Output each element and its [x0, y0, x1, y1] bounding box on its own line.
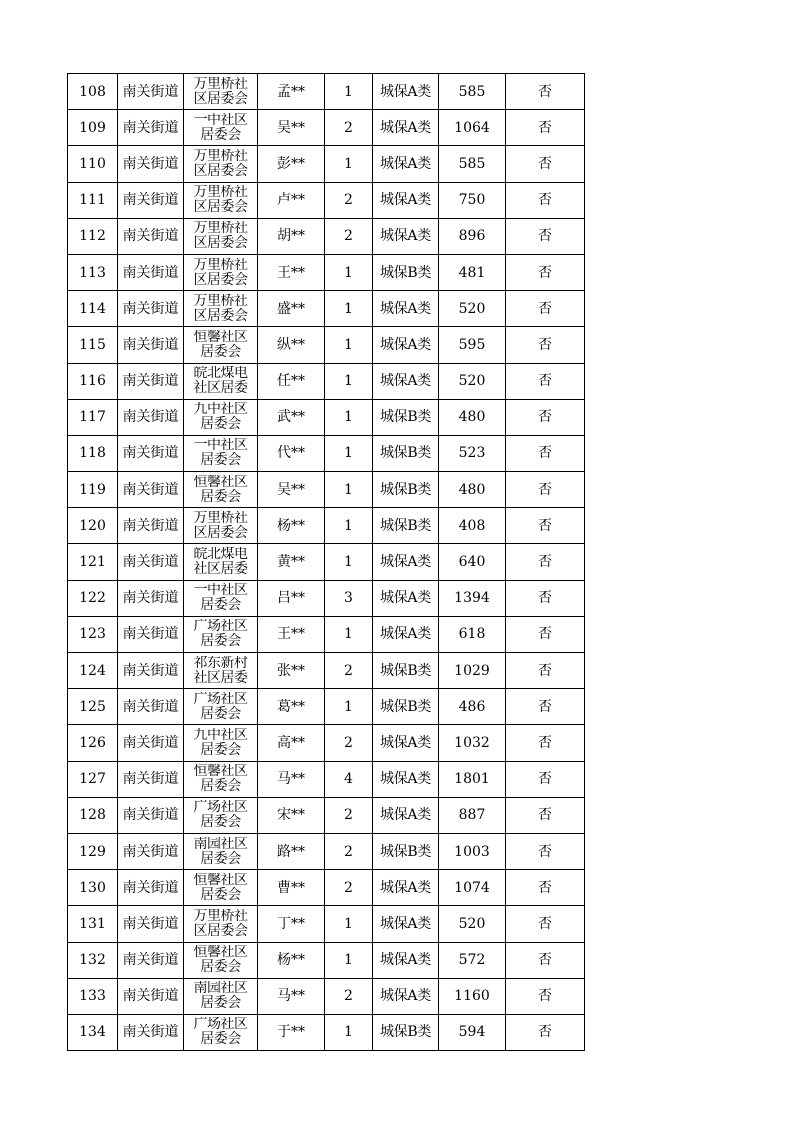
- flag-cell: 否: [506, 363, 585, 399]
- table-row: [68, 978, 585, 1014]
- amount-cell: 618: [439, 616, 506, 652]
- community-cell: [184, 435, 258, 471]
- name-cell: 于**: [258, 1014, 325, 1050]
- table-row: [68, 472, 585, 508]
- table-row: [68, 833, 585, 869]
- street-cell: 南关街道: [118, 435, 184, 471]
- name-cell: 任**: [258, 363, 325, 399]
- table-row: [68, 761, 585, 797]
- flag-cell: 否: [506, 74, 585, 110]
- row-id-cell: 129: [68, 833, 118, 869]
- row-id-cell: 112: [68, 218, 118, 254]
- household-count-cell: 1: [325, 1014, 373, 1050]
- household-count-cell: 1: [325, 472, 373, 508]
- community-cell: [184, 580, 258, 616]
- household-count-cell: 3: [325, 580, 373, 616]
- community-label: 恒馨社区居委会: [193, 329, 248, 360]
- row-id-cell: 132: [68, 942, 118, 978]
- name-cell: 马**: [258, 761, 325, 797]
- flag-cell: 否: [506, 218, 585, 254]
- street-cell: 南关街道: [118, 616, 184, 652]
- community-cell: [184, 146, 258, 182]
- amount-cell: 585: [439, 146, 506, 182]
- table-row: [68, 363, 585, 399]
- community-label: 万里桥社区居委会: [193, 257, 248, 288]
- community-label: 万里桥社区居委会: [193, 293, 248, 324]
- flag-cell: 否: [506, 146, 585, 182]
- category-cell: 城保B类: [373, 508, 439, 544]
- row-id-cell: 125: [68, 689, 118, 725]
- table-row: [68, 544, 585, 580]
- amount-cell: 481: [439, 254, 506, 290]
- household-count-cell: 2: [325, 978, 373, 1014]
- category-cell: 城保A类: [373, 797, 439, 833]
- category-cell: 城保A类: [373, 978, 439, 1014]
- flag-cell: 否: [506, 942, 585, 978]
- community-label: 一中社区居委会: [193, 112, 248, 143]
- street-cell: 南关街道: [118, 182, 184, 218]
- amount-cell: 594: [439, 1014, 506, 1050]
- row-id-cell: 126: [68, 725, 118, 761]
- household-count-cell: 2: [325, 797, 373, 833]
- table-row: [68, 110, 585, 146]
- household-count-cell: 4: [325, 761, 373, 797]
- name-cell: 武**: [258, 399, 325, 435]
- name-cell: 宋**: [258, 797, 325, 833]
- community-cell: [184, 653, 258, 689]
- amount-cell: 1801: [439, 761, 506, 797]
- household-count-cell: 2: [325, 833, 373, 869]
- community-label: 恒馨社区居委会: [193, 474, 248, 505]
- category-cell: 城保B类: [373, 435, 439, 471]
- community-label: 万里桥社区居委会: [193, 221, 248, 252]
- community-cell: [184, 327, 258, 363]
- community-label: 万里桥社区居委会: [193, 76, 248, 107]
- street-cell: 南关街道: [118, 254, 184, 290]
- street-cell: 南关街道: [118, 870, 184, 906]
- row-id-cell: 119: [68, 472, 118, 508]
- table-row: [68, 725, 585, 761]
- row-id-cell: 113: [68, 254, 118, 290]
- community-cell: [184, 978, 258, 1014]
- community-cell: [184, 942, 258, 978]
- community-label: 南园社区居委会: [193, 836, 248, 867]
- street-cell: 南关街道: [118, 327, 184, 363]
- flag-cell: 否: [506, 761, 585, 797]
- table-row: [68, 653, 585, 689]
- street-cell: 南关街道: [118, 218, 184, 254]
- amount-cell: 1394: [439, 580, 506, 616]
- amount-cell: 520: [439, 363, 506, 399]
- category-cell: 城保A类: [373, 291, 439, 327]
- street-cell: 南关街道: [118, 508, 184, 544]
- category-cell: 城保A类: [373, 580, 439, 616]
- community-cell: [184, 689, 258, 725]
- flag-cell: 否: [506, 399, 585, 435]
- community-cell: [184, 725, 258, 761]
- street-cell: 南关街道: [118, 363, 184, 399]
- flag-cell: 否: [506, 725, 585, 761]
- community-label: 广场社区居委会: [193, 1017, 248, 1048]
- street-cell: 南关街道: [118, 653, 184, 689]
- row-id-cell: 128: [68, 797, 118, 833]
- community-label: 皖北煤电社区居委: [193, 547, 248, 578]
- row-id-cell: 116: [68, 363, 118, 399]
- community-label: 万里桥社区居委会: [193, 185, 248, 216]
- row-id-cell: 109: [68, 110, 118, 146]
- street-cell: 南关街道: [118, 291, 184, 327]
- street-cell: 南关街道: [118, 833, 184, 869]
- amount-cell: 595: [439, 327, 506, 363]
- table-row: [68, 291, 585, 327]
- table-row: [68, 1014, 585, 1050]
- category-cell: 城保A类: [373, 942, 439, 978]
- community-cell: [184, 110, 258, 146]
- name-cell: 代**: [258, 435, 325, 471]
- community-label: 九中社区居委会: [193, 402, 248, 433]
- household-count-cell: 2: [325, 218, 373, 254]
- row-id-cell: 114: [68, 291, 118, 327]
- flag-cell: 否: [506, 254, 585, 290]
- category-cell: 城保B类: [373, 689, 439, 725]
- amount-cell: 520: [439, 906, 506, 942]
- category-cell: 城保A类: [373, 146, 439, 182]
- category-cell: 城保B类: [373, 1014, 439, 1050]
- community-cell: [184, 182, 258, 218]
- category-cell: 城保B类: [373, 472, 439, 508]
- household-count-cell: 2: [325, 182, 373, 218]
- community-label: 广场社区居委会: [193, 800, 248, 831]
- household-count-cell: 1: [325, 616, 373, 652]
- amount-cell: 887: [439, 797, 506, 833]
- household-count-cell: 1: [325, 942, 373, 978]
- category-cell: 城保B类: [373, 833, 439, 869]
- community-label: 南园社区居委会: [193, 981, 248, 1012]
- category-cell: 城保A类: [373, 363, 439, 399]
- category-cell: 城保A类: [373, 327, 439, 363]
- flag-cell: 否: [506, 870, 585, 906]
- amount-cell: 480: [439, 399, 506, 435]
- flag-cell: 否: [506, 544, 585, 580]
- roster-table: [67, 73, 585, 1051]
- name-cell: 黄**: [258, 544, 325, 580]
- flag-cell: 否: [506, 291, 585, 327]
- street-cell: 南关街道: [118, 472, 184, 508]
- category-cell: 城保A类: [373, 74, 439, 110]
- table-row: [68, 254, 585, 290]
- flag-cell: 否: [506, 653, 585, 689]
- amount-cell: 1064: [439, 110, 506, 146]
- flag-cell: 否: [506, 580, 585, 616]
- flag-cell: 否: [506, 906, 585, 942]
- flag-cell: 否: [506, 472, 585, 508]
- amount-cell: 1003: [439, 833, 506, 869]
- community-cell: [184, 616, 258, 652]
- household-count-cell: 1: [325, 146, 373, 182]
- flag-cell: 否: [506, 689, 585, 725]
- amount-cell: 486: [439, 689, 506, 725]
- table-row: [68, 942, 585, 978]
- row-id-cell: 130: [68, 870, 118, 906]
- community-cell: [184, 906, 258, 942]
- table-row: [68, 797, 585, 833]
- street-cell: 南关街道: [118, 399, 184, 435]
- community-cell: [184, 218, 258, 254]
- flag-cell: 否: [506, 327, 585, 363]
- name-cell: 丁**: [258, 906, 325, 942]
- amount-cell: 640: [439, 544, 506, 580]
- street-cell: 南关街道: [118, 942, 184, 978]
- community-cell: [184, 761, 258, 797]
- community-label: 万里桥社区居委会: [193, 908, 248, 939]
- category-cell: 城保A类: [373, 110, 439, 146]
- name-cell: 高**: [258, 725, 325, 761]
- row-id-cell: 118: [68, 435, 118, 471]
- flag-cell: 否: [506, 797, 585, 833]
- flag-cell: 否: [506, 508, 585, 544]
- table-row: [68, 399, 585, 435]
- row-id-cell: 134: [68, 1014, 118, 1050]
- street-cell: 南关街道: [118, 689, 184, 725]
- name-cell: 张**: [258, 653, 325, 689]
- community-label: 万里桥社区居委会: [193, 148, 248, 179]
- flag-cell: 否: [506, 833, 585, 869]
- community-label: 恒馨社区居委会: [193, 872, 248, 903]
- name-cell: 孟**: [258, 74, 325, 110]
- amount-cell: 408: [439, 508, 506, 544]
- category-cell: 城保A类: [373, 906, 439, 942]
- community-label: 九中社区居委会: [193, 727, 248, 758]
- category-cell: 城保A类: [373, 182, 439, 218]
- name-cell: 杨**: [258, 942, 325, 978]
- community-cell: [184, 399, 258, 435]
- street-cell: 南关街道: [118, 580, 184, 616]
- amount-cell: 572: [439, 942, 506, 978]
- category-cell: 城保B类: [373, 254, 439, 290]
- household-count-cell: 1: [325, 399, 373, 435]
- amount-cell: 1074: [439, 870, 506, 906]
- community-cell: [184, 508, 258, 544]
- community-label: 万里桥社区居委会: [193, 510, 248, 541]
- community-label: 广场社区居委会: [193, 619, 248, 650]
- amount-cell: 1029: [439, 653, 506, 689]
- row-id-cell: 127: [68, 761, 118, 797]
- name-cell: 卢**: [258, 182, 325, 218]
- street-cell: 南关街道: [118, 761, 184, 797]
- flag-cell: 否: [506, 110, 585, 146]
- name-cell: 杨**: [258, 508, 325, 544]
- table-row: [68, 74, 585, 110]
- street-cell: 南关街道: [118, 110, 184, 146]
- community-label: 皖北煤电社区居委: [193, 366, 248, 397]
- table-row: [68, 182, 585, 218]
- household-count-cell: 1: [325, 327, 373, 363]
- community-label: 祁东新村社区居委: [193, 655, 248, 686]
- category-cell: 城保B类: [373, 399, 439, 435]
- category-cell: 城保A类: [373, 761, 439, 797]
- community-label: 广场社区居委会: [193, 691, 248, 722]
- name-cell: 路**: [258, 833, 325, 869]
- table-row: [68, 616, 585, 652]
- row-id-cell: 131: [68, 906, 118, 942]
- row-id-cell: 120: [68, 508, 118, 544]
- table-row: [68, 435, 585, 471]
- table-row: [68, 906, 585, 942]
- name-cell: 王**: [258, 616, 325, 652]
- community-cell: [184, 870, 258, 906]
- category-cell: 城保B类: [373, 653, 439, 689]
- name-cell: 吕**: [258, 580, 325, 616]
- table-row: [68, 218, 585, 254]
- flag-cell: 否: [506, 435, 585, 471]
- household-count-cell: 1: [325, 254, 373, 290]
- community-cell: [184, 254, 258, 290]
- household-count-cell: 1: [325, 906, 373, 942]
- household-count-cell: 1: [325, 74, 373, 110]
- row-id-cell: 108: [68, 74, 118, 110]
- amount-cell: 896: [439, 218, 506, 254]
- category-cell: 城保A类: [373, 616, 439, 652]
- name-cell: 纵**: [258, 327, 325, 363]
- row-id-cell: 124: [68, 653, 118, 689]
- name-cell: 马**: [258, 978, 325, 1014]
- community-label: 恒馨社区居委会: [193, 945, 248, 976]
- row-id-cell: 121: [68, 544, 118, 580]
- household-count-cell: 2: [325, 653, 373, 689]
- community-cell: [184, 74, 258, 110]
- row-id-cell: 115: [68, 327, 118, 363]
- table-row: [68, 508, 585, 544]
- amount-cell: 750: [439, 182, 506, 218]
- household-count-cell: 2: [325, 110, 373, 146]
- community-label: 恒馨社区居委会: [193, 764, 248, 795]
- household-count-cell: 1: [325, 544, 373, 580]
- street-cell: 南关街道: [118, 74, 184, 110]
- table-row: [68, 689, 585, 725]
- household-count-cell: 1: [325, 363, 373, 399]
- street-cell: 南关街道: [118, 797, 184, 833]
- name-cell: 盛**: [258, 291, 325, 327]
- amount-cell: 585: [439, 74, 506, 110]
- flag-cell: 否: [506, 182, 585, 218]
- category-cell: 城保A类: [373, 218, 439, 254]
- roster-body: [68, 74, 585, 1051]
- community-cell: [184, 1014, 258, 1050]
- row-id-cell: 122: [68, 580, 118, 616]
- amount-cell: 1160: [439, 978, 506, 1014]
- street-cell: 南关街道: [118, 544, 184, 580]
- name-cell: 葛**: [258, 689, 325, 725]
- name-cell: 王**: [258, 254, 325, 290]
- name-cell: 彭**: [258, 146, 325, 182]
- row-id-cell: 133: [68, 978, 118, 1014]
- community-label: 一中社区居委会: [193, 438, 248, 469]
- household-count-cell: 1: [325, 291, 373, 327]
- row-id-cell: 111: [68, 182, 118, 218]
- amount-cell: 520: [439, 291, 506, 327]
- street-cell: 南关街道: [118, 1014, 184, 1050]
- name-cell: 吴**: [258, 110, 325, 146]
- row-id-cell: 123: [68, 616, 118, 652]
- table-row: [68, 870, 585, 906]
- household-count-cell: 1: [325, 435, 373, 471]
- table-row: [68, 580, 585, 616]
- street-cell: 南关街道: [118, 146, 184, 182]
- amount-cell: 523: [439, 435, 506, 471]
- category-cell: 城保A类: [373, 870, 439, 906]
- community-cell: [184, 544, 258, 580]
- category-cell: 城保A类: [373, 725, 439, 761]
- row-id-cell: 117: [68, 399, 118, 435]
- flag-cell: 否: [506, 616, 585, 652]
- flag-cell: 否: [506, 978, 585, 1014]
- community-cell: [184, 833, 258, 869]
- street-cell: 南关街道: [118, 978, 184, 1014]
- household-count-cell: 1: [325, 508, 373, 544]
- name-cell: 胡**: [258, 218, 325, 254]
- household-count-cell: 1: [325, 689, 373, 725]
- category-cell: 城保A类: [373, 544, 439, 580]
- flag-cell: 否: [506, 1014, 585, 1050]
- community-cell: [184, 472, 258, 508]
- community-label: 一中社区居委会: [193, 583, 248, 614]
- row-id-cell: 110: [68, 146, 118, 182]
- name-cell: 曹**: [258, 870, 325, 906]
- table-row: [68, 327, 585, 363]
- amount-cell: 480: [439, 472, 506, 508]
- community-cell: [184, 363, 258, 399]
- amount-cell: 1032: [439, 725, 506, 761]
- name-cell: 吴**: [258, 472, 325, 508]
- street-cell: 南关街道: [118, 906, 184, 942]
- street-cell: 南关街道: [118, 725, 184, 761]
- community-cell: [184, 291, 258, 327]
- household-count-cell: 2: [325, 870, 373, 906]
- table-row: [68, 146, 585, 182]
- household-count-cell: 2: [325, 725, 373, 761]
- community-cell: [184, 797, 258, 833]
